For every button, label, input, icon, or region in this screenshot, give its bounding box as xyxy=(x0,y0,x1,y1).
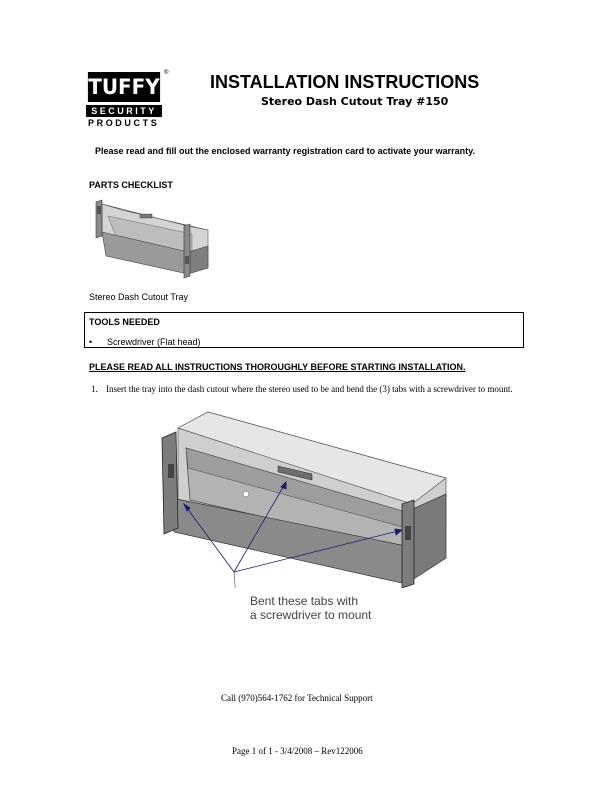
tools-item-text: Screwdriver (Flat head) xyxy=(107,337,201,347)
technical-support: Call (970)564-1762 for Technical Support xyxy=(221,693,373,703)
logo-products: PRODUCTS xyxy=(88,118,160,128)
logo-brand: TUFFY xyxy=(88,72,160,102)
warranty-note: Please read and fill out the enclosed warranty registration card to activate your warranty. xyxy=(95,146,475,156)
page-subtitle: Stereo Dash Cutout Tray #150 xyxy=(261,95,449,108)
page-title: INSTALLATION INSTRUCTIONS xyxy=(210,72,480,92)
step-number: 1. xyxy=(91,384,98,394)
parts-checklist-heading: PARTS CHECKLIST xyxy=(89,180,173,190)
tools-list-item xyxy=(89,337,201,347)
read-all-warning: PLEASE READ ALL INSTRUCTIONS THOROUGHLY BEFORE STARTING INSTALLATION. xyxy=(89,362,466,372)
figure-annotation-line2: a screwdriver to mount xyxy=(250,608,372,622)
step-text: Insert the tray into the dash cutout where the stereo used to be and bend the (3) tabs with a screwdriver to mount. xyxy=(106,384,513,394)
figure-annotation-line1: Bent these tabs with xyxy=(250,594,359,608)
logo-security: SECURITY xyxy=(86,105,162,117)
bullet-icon: • xyxy=(89,337,93,347)
logo-registered-mark: ® xyxy=(164,70,169,76)
large-tray-illustration xyxy=(150,408,450,588)
small-tray-illustration xyxy=(88,196,216,286)
page-info: Page 1 of 1 - 3/4/2008 – Rev122006 xyxy=(232,746,363,756)
small-tray-caption: Stereo Dash Cutout Tray xyxy=(89,292,189,302)
tools-needed-box xyxy=(84,312,524,348)
tools-needed-heading: TOOLS NEEDED xyxy=(89,317,160,327)
company-logo xyxy=(86,70,169,132)
